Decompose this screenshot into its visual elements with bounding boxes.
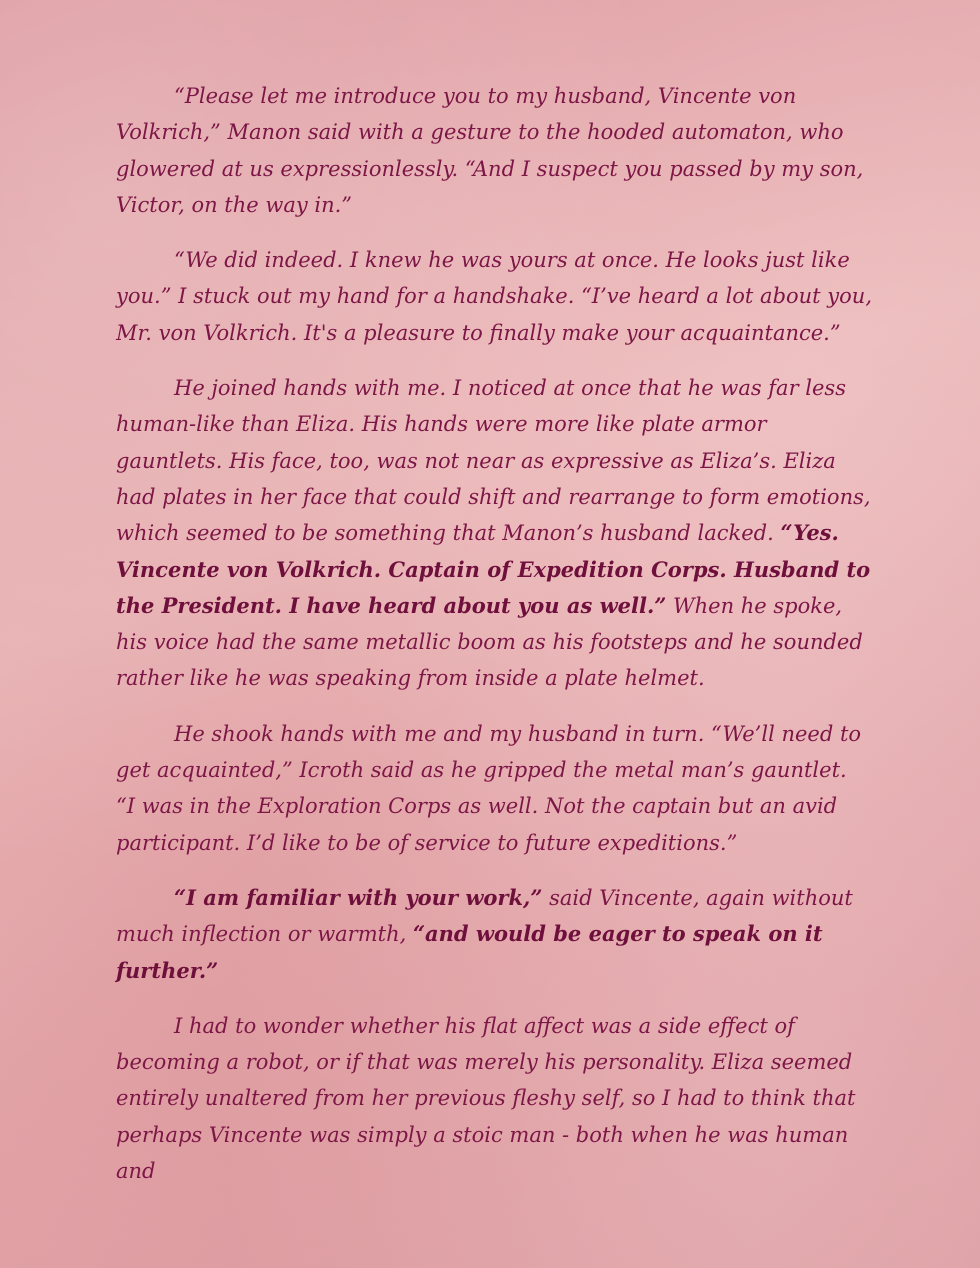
dialogue-bold-text: “and would be eager to speak on it further.” <box>116 921 823 983</box>
dialogue-bold-text: “I am familiar with your work,” <box>174 884 543 910</box>
paragraph-text: “We did indeed. I knew he was yours at once. He looks just like you.” I stuck out my hand for a handshake. “I’ve heard a lot about you, Mr. von Volkrich. It's a pleasure to finally make your acquaintance.” <box>116 248 872 345</box>
paragraph <box>116 716 872 861</box>
paragraph-text: When he spoke, his voice had the same metallic boom as his footsteps and he sounded rather like he was speaking from inside a plate helmet. <box>116 593 863 691</box>
paragraph <box>116 370 872 697</box>
paragraph-text: “Please let me introduce you to my husband, Vincente von Volkrich,” Manon said with a gesture to the hooded automaton, who glowered at us expressionlessly. “And I suspect you passed by my son, Victor, on the way in.” <box>116 84 864 217</box>
paragraph-text: I had to wonder whether his flat affect was a side effect of becoming a robot, or if that was merely his personality. Eliza seemed entirely unaltered from her previous fleshy self, so I had to think that perhaps Vincente was simply a stoic man - both when he was human and <box>116 1013 856 1184</box>
paragraph <box>116 78 872 223</box>
paragraph-text: He shook hands with me and my husband in turn. “We’ll need to get acquainted,” Icroth said as he gripped the metal man’s gauntlet. “I was in the Exploration Corps as well. Not the captain but an avid participant. I’d like to be of service to future expeditions.” <box>116 721 862 855</box>
page-text <box>116 78 872 1208</box>
paragraph-text: He joined hands with me. I noticed at once that he was far less human-like than Eliza. His hands were more like plate armor gauntlets. His face, too, was not near as expressive as Eliza’s. Eliza had plates in her face that could shift and rearrange to form emotions, which seemed to be something that Manon’s husband lacked. <box>116 376 871 546</box>
paragraph-text: said Vincente, again without much inflection or warmth, <box>116 885 853 947</box>
dialogue-bold-text: “Yes. Vincente von Volkrich. Captain of Expedition Corps. Husband to the President. I have heard about you as well.” <box>116 520 871 618</box>
paragraph <box>116 880 872 989</box>
paragraph <box>116 1008 872 1189</box>
paragraph <box>116 242 872 351</box>
